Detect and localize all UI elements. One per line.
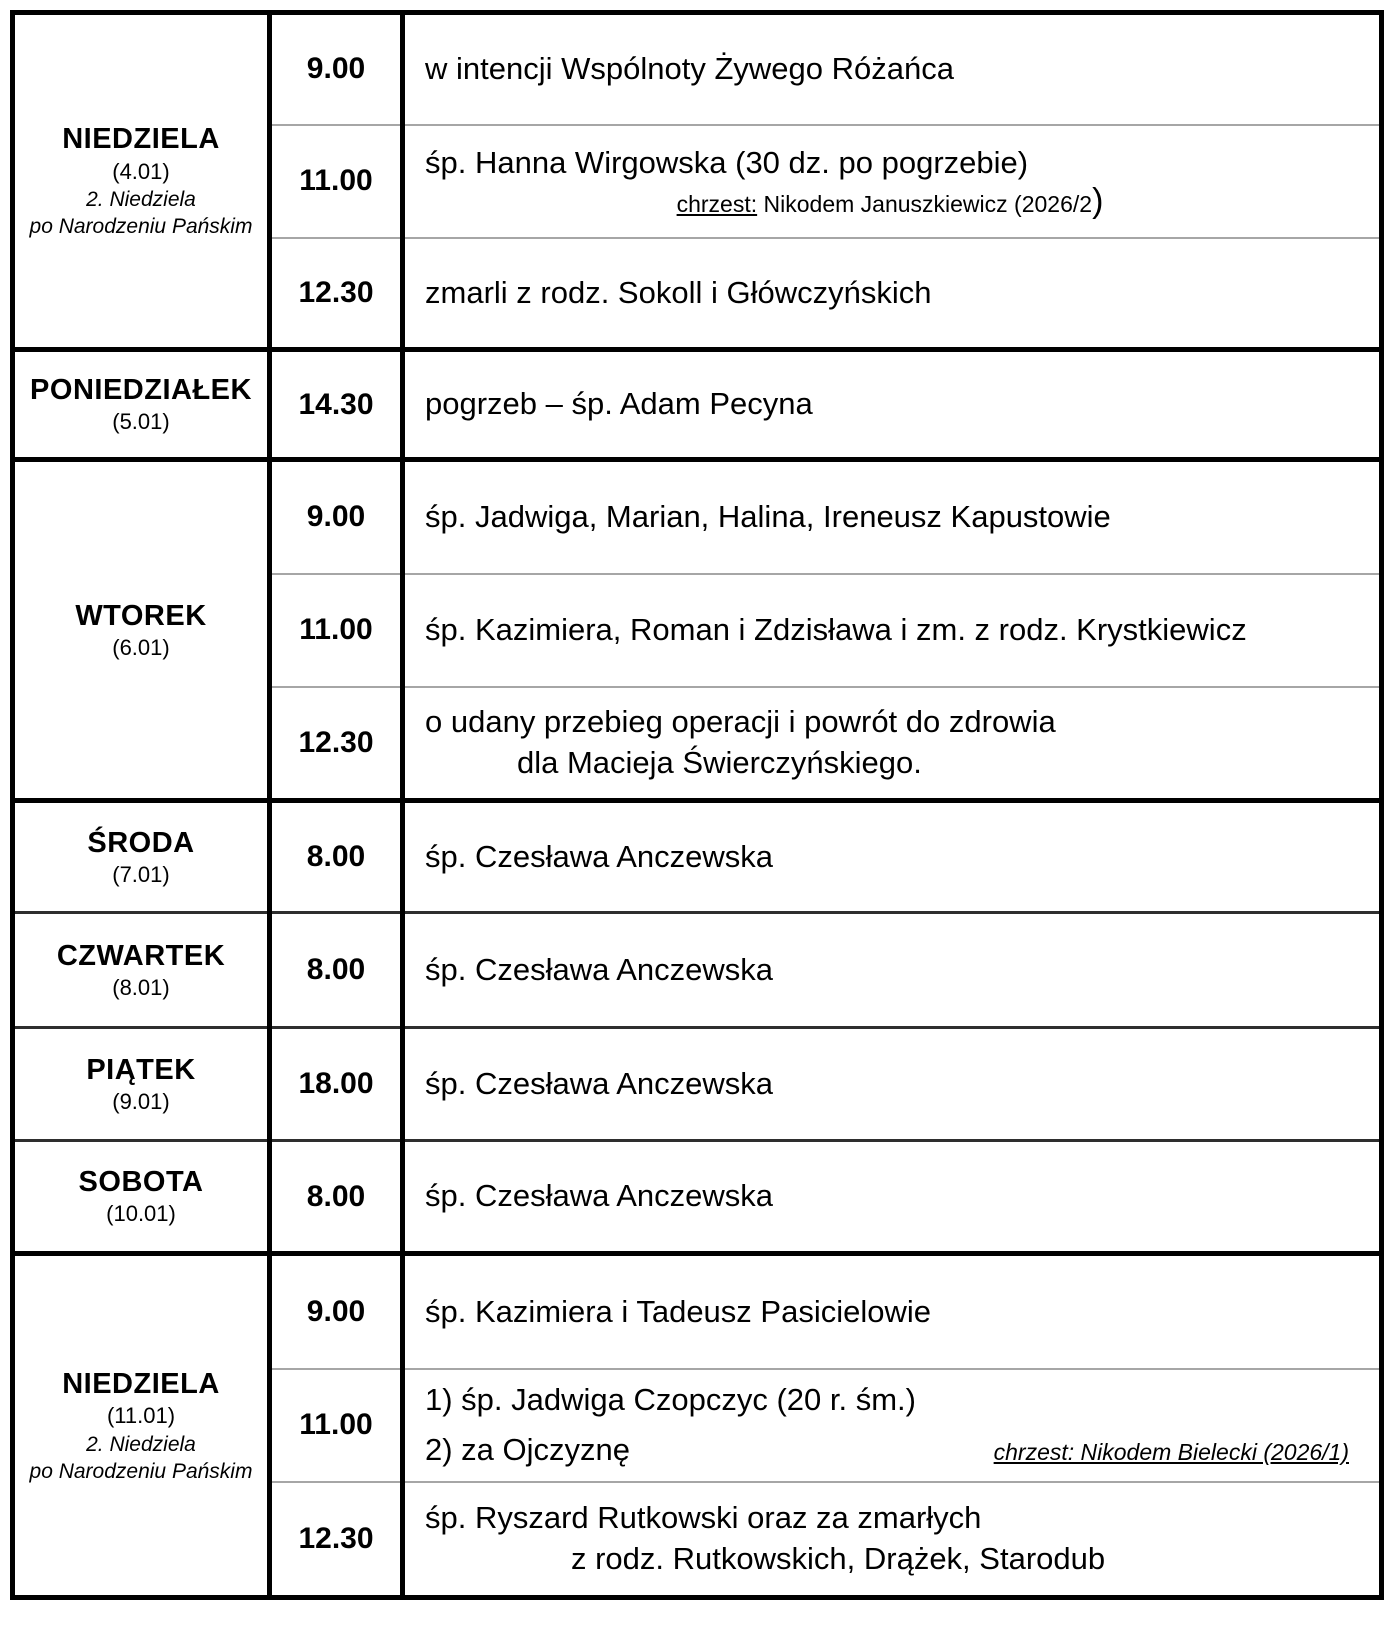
mass-time: 9.00 (270, 13, 403, 125)
day-subtitle: 2. Niedziela (86, 188, 196, 212)
day-name: ŚRODA (87, 826, 195, 859)
intention-text: śp. Kazimiera, Roman i Zdzisława i zm. z rodz. Krystkiewicz (425, 611, 1247, 647)
intention-text: śp. Czesława Anczewska (425, 1065, 774, 1101)
mass-intention (403, 913, 1382, 1028)
day-group-sobota-10-01 (13, 1141, 1382, 1254)
intention-text: śp. Jadwiga, Marian, Halina, Ireneusz Kapustowie (425, 499, 1111, 535)
mass-row (13, 1028, 1382, 1141)
day-date: (9.01) (112, 1088, 170, 1114)
intention-text: 2) za Ojczyznę (425, 1432, 631, 1467)
mass-time: 11.00 (270, 574, 403, 687)
mass-time: 18.00 (270, 1028, 403, 1141)
day-group-piatek-9-01 (13, 1028, 1382, 1141)
day-name: SOBOTA (78, 1166, 204, 1199)
day-cell (13, 1028, 270, 1141)
intention-text: z rodz. Rutkowskich, Drążek, Starodub (571, 1540, 1106, 1576)
intention-text: śp. Czesława Anczewska (425, 838, 774, 874)
mass-time: 14.30 (270, 350, 403, 460)
day-name: NIEDZIELA (62, 1367, 220, 1400)
day-name: NIEDZIELA (62, 123, 220, 156)
day-subtitle: po Narodzeniu Pańskim (29, 1459, 253, 1483)
day-cell (13, 913, 270, 1028)
day-cell (13, 1141, 270, 1254)
day-date: (10.01) (106, 1201, 176, 1227)
mass-intention (403, 460, 1382, 574)
day-group-czwartek-8-01 (13, 913, 1382, 1028)
intention-text: śp. Kazimiera i Tadeusz Pasicielowie (425, 1293, 931, 1329)
mass-time: 12.30 (270, 687, 403, 801)
baptism-note-paren: ) (1092, 182, 1104, 221)
intention-text: w intencji Wspólnoty Żywego Różańca (425, 51, 954, 87)
mass-intention (403, 238, 1382, 350)
mass-time: 8.00 (270, 801, 403, 913)
mass-time: 12.30 (270, 238, 403, 350)
mass-time: 8.00 (270, 1141, 403, 1254)
mass-time: 8.00 (270, 913, 403, 1028)
baptism-note: chrzest: Nikodem Bielecki (2026/1) (993, 1439, 1349, 1465)
mass-row (13, 913, 1382, 1028)
mass-row (13, 460, 1382, 574)
day-date: (7.01) (112, 861, 170, 887)
day-subtitle: 2. Niedziela (86, 1432, 196, 1456)
mass-row (13, 801, 1382, 913)
day-name: PONIEDZIAŁEK (30, 374, 252, 407)
day-cell (13, 1254, 270, 1598)
intention-text: o udany przebieg operacji i powrót do zdrowia (425, 704, 1056, 740)
mass-intention (403, 13, 1382, 125)
intention-text: śp. Hanna Wirgowska (30 dz. po pogrzebie) (425, 145, 1029, 181)
mass-intention (403, 574, 1382, 687)
day-date: (8.01) (112, 974, 170, 1000)
day-subtitle: po Narodzeniu Pańskim (29, 215, 253, 239)
day-date: (5.01) (112, 409, 170, 435)
day-name: PIĄTEK (86, 1053, 196, 1086)
baptism-note-label: chrzest: (676, 191, 758, 218)
mass-intention (403, 1254, 1382, 1369)
day-cell (13, 801, 270, 913)
day-cell (13, 13, 270, 350)
baptism-note (425, 182, 1355, 221)
day-group-niedziela-11-01 (13, 1254, 1382, 1598)
intention-text: śp. Ryszard Rutkowski oraz za zmarłych (425, 1500, 982, 1536)
mass-schedule-table (10, 10, 1384, 1600)
mass-intention (403, 125, 1382, 238)
day-date: (4.01) (112, 158, 170, 184)
baptism-note-text: Nikodem Januszkiewicz (2026/2 (757, 191, 1093, 218)
intention-text: 1) śp. Jadwiga Czopczyc (20 r. śm.) (425, 1381, 916, 1417)
day-name: CZWARTEK (56, 939, 226, 972)
mass-row (13, 350, 1382, 460)
day-date: (6.01) (112, 634, 170, 660)
mass-time: 9.00 (270, 460, 403, 574)
mass-time: 9.00 (270, 1254, 403, 1369)
mass-time: 11.00 (270, 125, 403, 238)
day-group-sroda-7-01 (13, 801, 1382, 913)
mass-row (13, 1141, 1382, 1254)
mass-intention (403, 350, 1382, 460)
mass-intention (403, 687, 1382, 801)
mass-intention (403, 1028, 1382, 1141)
day-date: (11.01) (106, 1403, 176, 1429)
mass-time: 11.00 (270, 1369, 403, 1482)
mass-time: 12.30 (270, 1482, 403, 1598)
day-group-wtorek-6-01 (13, 460, 1382, 801)
mass-intention (403, 801, 1382, 913)
intention-text: śp. Czesława Anczewska (425, 1178, 774, 1214)
intention-text: dla Macieja Świerczyńskiego. (517, 744, 922, 780)
intention-text: śp. Czesława Anczewska (425, 951, 774, 987)
day-name: WTOREK (75, 599, 207, 632)
intention-text: zmarli z rodz. Sokoll i Główczyńskich (425, 274, 932, 310)
day-cell (13, 350, 270, 460)
day-cell (13, 460, 270, 801)
mass-row (13, 1254, 1382, 1369)
mass-row (13, 13, 1382, 125)
day-group-poniedzialek-5-01 (13, 350, 1382, 460)
mass-intention (403, 1369, 1382, 1482)
mass-intention (403, 1482, 1382, 1598)
day-group-niedziela-4-01 (13, 13, 1382, 350)
mass-intention (403, 1141, 1382, 1254)
intention-text: pogrzeb – śp. Adam Pecyna (425, 386, 813, 422)
